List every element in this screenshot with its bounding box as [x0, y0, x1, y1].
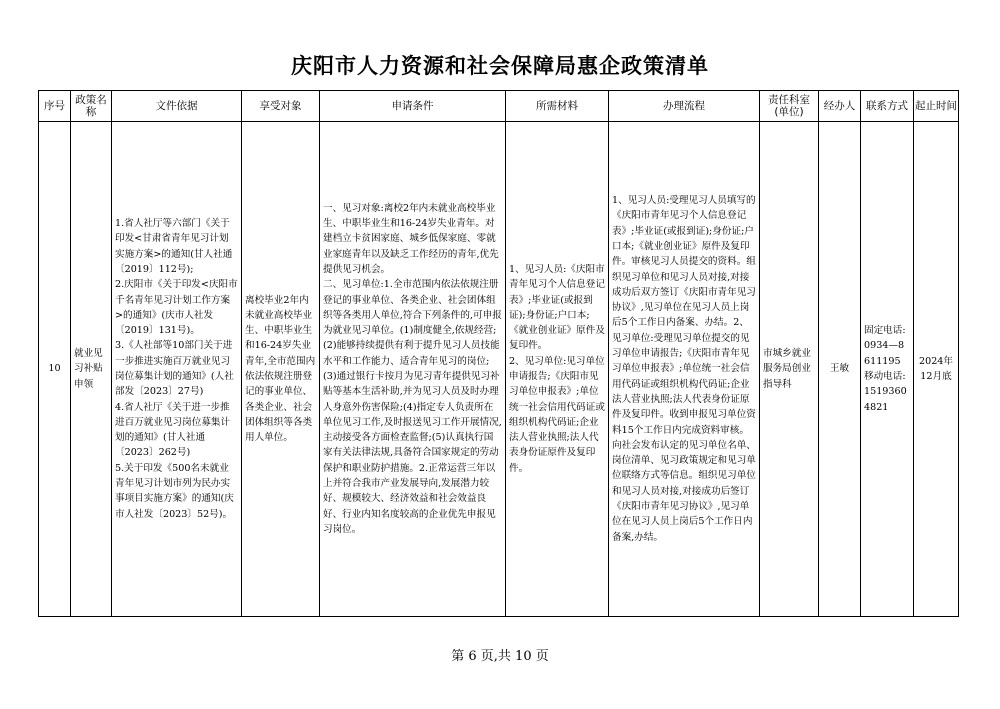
cell-handler: 王敏 — [819, 122, 861, 617]
header-handler: 经办人 — [819, 91, 861, 122]
policy-table — [38, 90, 959, 617]
header-materials: 所需材料 — [506, 91, 609, 122]
header-department: 责任科室(单位) — [760, 91, 819, 122]
cell-materials: 1、见习人员:《庆阳市青年见习个人信息登记表》;毕业证(或报到证);身份证;户口本;《就业创业证》原件及复印件。 2、见习单位:见习单位申请报告;《庆阳市见习单位申报表》;单位统一社会信用代码证或组织机构代码证;企业法人营业执照;法人代表身份证原件及复印件。 — [506, 122, 609, 617]
page-title: 庆阳市人力资源和社会保障局惠企政策清单 — [291, 53, 709, 78]
cell-conditions: 一、见习对象:离校2年内未就业高校毕业生、中职毕业生和16-24岁失业青年。对建档立卡贫困家庭、城乡低保家庭、零就业家庭青年以及缺乏工作经历的青年,优先提供见习机会。 二、见习单位:1.全市范围内依法依规注册登记的事业单位、各类企业、社会团体组织等各类用人单位,符合下列条件的,可申报为就业见习单位。(1)制度健全,依规经营;(2)能够持续提供有利于提升见习人员技能水平和工作能力、适合青年见习的岗位;(3)通过银行卡按月为见习青年提供见习补贴等基本生活补助,并为见习人员及时办理人身意外伤害保险;(4)指定专人负责所在单位见习工作,及时报送见习工作开展情况,主动接受各方面检查监督;(5)认真执行国家有关法律法规,具备符合国家规定的劳动保护和职业防护措施。2.正常运营三年以上并符合我市产业发展导向,发展潜力较好、规模较大、经济效益和社会效益良好、行业内知名度较高的企业优先申报见习岗位。 — [320, 122, 506, 617]
header-period: 起止时间 — [914, 91, 959, 122]
header-conditions: 申请条件 — [320, 91, 506, 122]
page-footer: 第 6 页,共 10 页 — [451, 649, 549, 664]
header-contact: 联系方式 — [861, 91, 914, 122]
cell-department: 市城乡就业服务局创业指导科 — [760, 122, 819, 617]
header-beneficiary: 享受对象 — [242, 91, 320, 122]
header-basis: 文件依据 — [112, 91, 242, 122]
cell-beneficiary: 离校毕业2年内未就业高校毕业生、中职毕业生和16-24岁失业青年,全市范围内依法依规注册登记的事业单位、各类企业、社会团体组织等各类用人单位。 — [242, 122, 320, 617]
header-process: 办理流程 — [609, 91, 760, 122]
cell-policy-name: 就业见习补贴申领 — [71, 122, 112, 617]
cell-basis: 1.省人社厅等六部门《关于印发<甘肃省青年见习计划实施方案>的通知(甘人社通〔2019〕112号); 2.庆阳市《关于印发<庆阳市千名青年见习计划工作方案>的通知》(庆市人社发〔2019〕131号)。 3.《人社部等10部门关于进一步推进实施百万就业见习岗位募集计划的通知》(人社部发〔2023〕27号) 4.省人社厅《关于进一步推进百万就业见习岗位募集计划的通知》(甘人社通〔2023〕262号) 5.关于印发《500名未就业青年见习计划市列为民办实事项目实施方案》的通知(庆市人社发〔2023〕52号)。 — [112, 122, 242, 617]
cell-period: 2024年12月底 — [914, 122, 959, 617]
header-policy-name: 政策名称 — [71, 91, 112, 122]
cell-contact: 固定电话:0934—8611195移动电话:15193604821 — [861, 122, 914, 617]
table-header-row — [39, 91, 959, 122]
header-seq: 序号 — [39, 91, 71, 122]
cell-seq: 10 — [39, 122, 71, 617]
cell-process: 1、见习人员:受理见习人员填写的《庆阳市青年见习个人信息登记表》;毕业证(或报到证);身份证;户口本;《就业创业证》原件及复印件。审核见习人员提交的资料。组织见习单位和见习人员对接,对接成功后双方签订《庆阳市青年见习协议》,见习单位在见习人员上岗后5个工作日内备案、办结。2、见习单位:受理见习单位提交的见习单位申请报告;《庆阳市青年见习单位申报表》;单位统一社会信用代码证或组织机构代码证;企业法人营业执照;法人代表身份证原件及复印件。收到申报见习单位资料15个工作日内完成资料审核。向社会发布认定的见习单位名单、岗位清单、见习政策规定和见习单位联络方式等信息。组织见习单位和见习人员对接,对接成功后签订《庆阳市青年见习协议》,见习单位在见习人员上岗后5个工作日内备案,办结。 — [609, 122, 760, 617]
table-row — [39, 122, 959, 617]
